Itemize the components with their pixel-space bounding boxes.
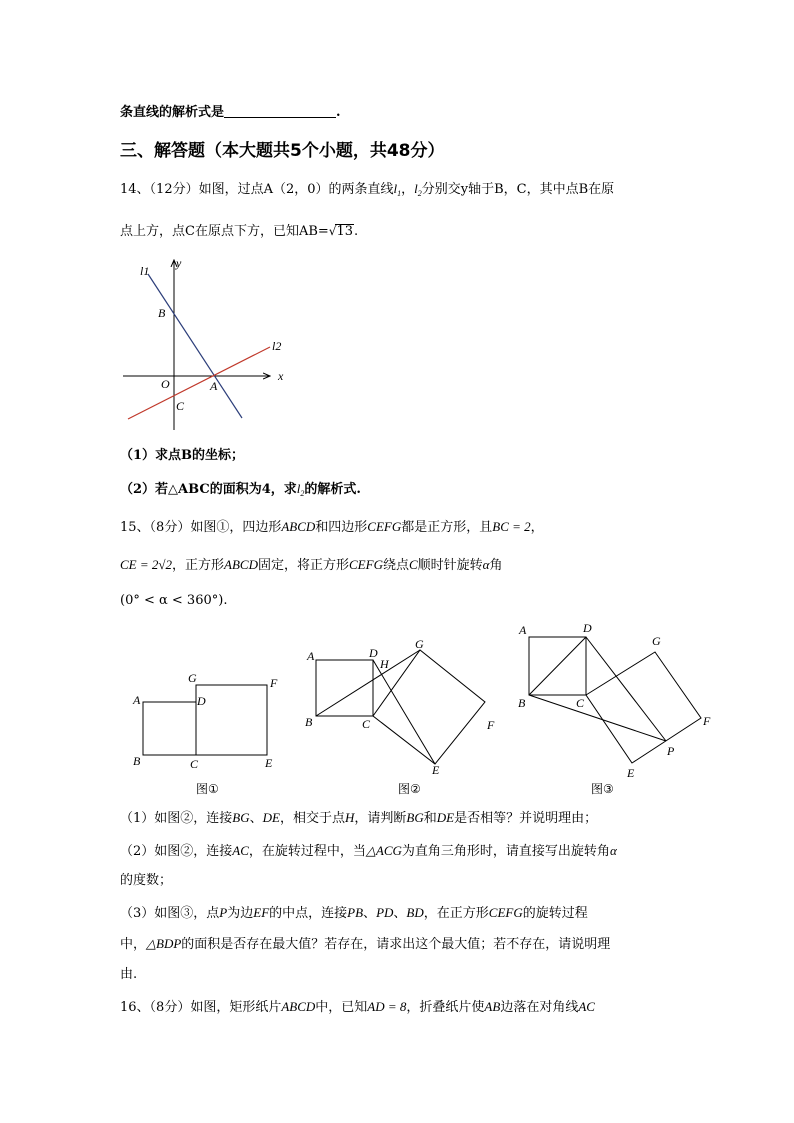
l2-symbol: $l_2$: [414, 181, 422, 198]
previous-question-tail: 条直线的解析式是 .: [120, 105, 341, 120]
svg-text:G: G: [415, 637, 424, 651]
svg-text:C: C: [576, 696, 585, 710]
q15-sub2-line2: 的度数；: [120, 873, 173, 888]
label-A: A: [210, 379, 218, 393]
sqrt-value: 13: [336, 224, 353, 239]
svg-text:A: A: [519, 623, 527, 637]
q15-line2: CE = 2√2，正方形ABCD固定，将正方形CEFG绕点C顺时针旋转α角: [120, 557, 503, 573]
q15-sub3-line2: 中，△BDP的面积是否存在最大值？若存在，请求出这个最大值；若不存在，请说明理: [120, 936, 611, 952]
q15-line1: 15、（8分）如图①，四边形ABCD和四边形CEFG都是正方形，且BC = 2，: [120, 519, 544, 535]
svg-text:G: G: [652, 634, 661, 648]
svg-text:G: G: [188, 671, 197, 685]
svg-text:A: A: [307, 649, 315, 663]
svg-text:A: A: [133, 693, 141, 707]
svg-text:D: D: [197, 694, 206, 708]
q14-stem-line1: 14、（12分）如图，过点A（2，0）的两条直线$l_1$，$l_2$分别交y轴于B，C，其中点B在原: [120, 181, 615, 198]
q15-figures: [0, 615, 794, 800]
label-l2: l2: [272, 339, 282, 353]
svg-text:E: E: [432, 763, 440, 777]
caption-fig1: 图①: [196, 782, 219, 796]
l1-symbol: $l_1$: [393, 181, 402, 198]
svg-text:C: C: [362, 717, 371, 731]
svg-text:B: B: [305, 715, 313, 729]
figure-2: [316, 650, 485, 764]
figure-3: [529, 637, 701, 763]
svg-text:B: B: [133, 754, 141, 768]
svg-text:F: F: [703, 714, 711, 728]
label-O: O: [161, 377, 170, 391]
caption-fig2: 图②: [398, 782, 421, 796]
svg-text:E: E: [627, 766, 635, 780]
svg-text:B: B: [518, 696, 526, 710]
svg-text:F: F: [487, 718, 495, 732]
q15-range: (0° < α < 360°).: [120, 593, 228, 608]
svg-text:D: D: [369, 646, 378, 660]
q15-sub3-line3: 由.: [120, 967, 138, 982]
label-x: x: [278, 369, 284, 383]
label-l1: l1: [140, 264, 150, 278]
q15-sub2-line1: （2）如图②，连接AC，在旋转过程中，当△ACG为直角三角形时，请直接写出旋转角α: [120, 843, 617, 859]
label-y: y: [176, 256, 182, 270]
answer-prompt: 条直线的解析式是: [120, 105, 225, 120]
line-l1: [148, 274, 242, 418]
label-B: B: [158, 306, 166, 320]
svg-text:E: E: [265, 756, 273, 770]
q15-sub3-line1: （3）如图③，点P为边EF的中点，连接PB、PD、BD，在正方形CEFG的旋转过程: [120, 905, 588, 921]
section-title: 三、解答题（本大题共5个小题，共48分）: [120, 141, 445, 161]
q14-figure: [118, 252, 293, 437]
svg-text:D: D: [583, 621, 592, 635]
svg-text:H: H: [380, 657, 389, 671]
label-C: C: [176, 399, 185, 413]
q16-line1: 16、（8分）如图，矩形纸片ABCD中，已知AD = 8，折叠纸片使AB边落在对角线AC: [120, 999, 595, 1015]
svg-text:F: F: [270, 676, 278, 690]
q15-sub1: （1）如图②，连接BG、DE，相交于点H，请判断BG和DE是否相等？并说明理由；: [120, 810, 598, 826]
svg-text:P: P: [667, 744, 675, 758]
line-l2: [128, 347, 270, 419]
caption-fig3: 图③: [591, 782, 614, 796]
q14-sub1: （1）求点B的坐标；: [120, 448, 245, 463]
q14-stem-line2: 点上方，点C在原点下方，已知AB=√13.: [120, 224, 359, 239]
q14-sub2: （2）若△ABC的面积为4，求$l_2$的解析式.: [120, 481, 361, 498]
answer-blank: [224, 104, 336, 118]
svg-text:C: C: [190, 757, 199, 771]
